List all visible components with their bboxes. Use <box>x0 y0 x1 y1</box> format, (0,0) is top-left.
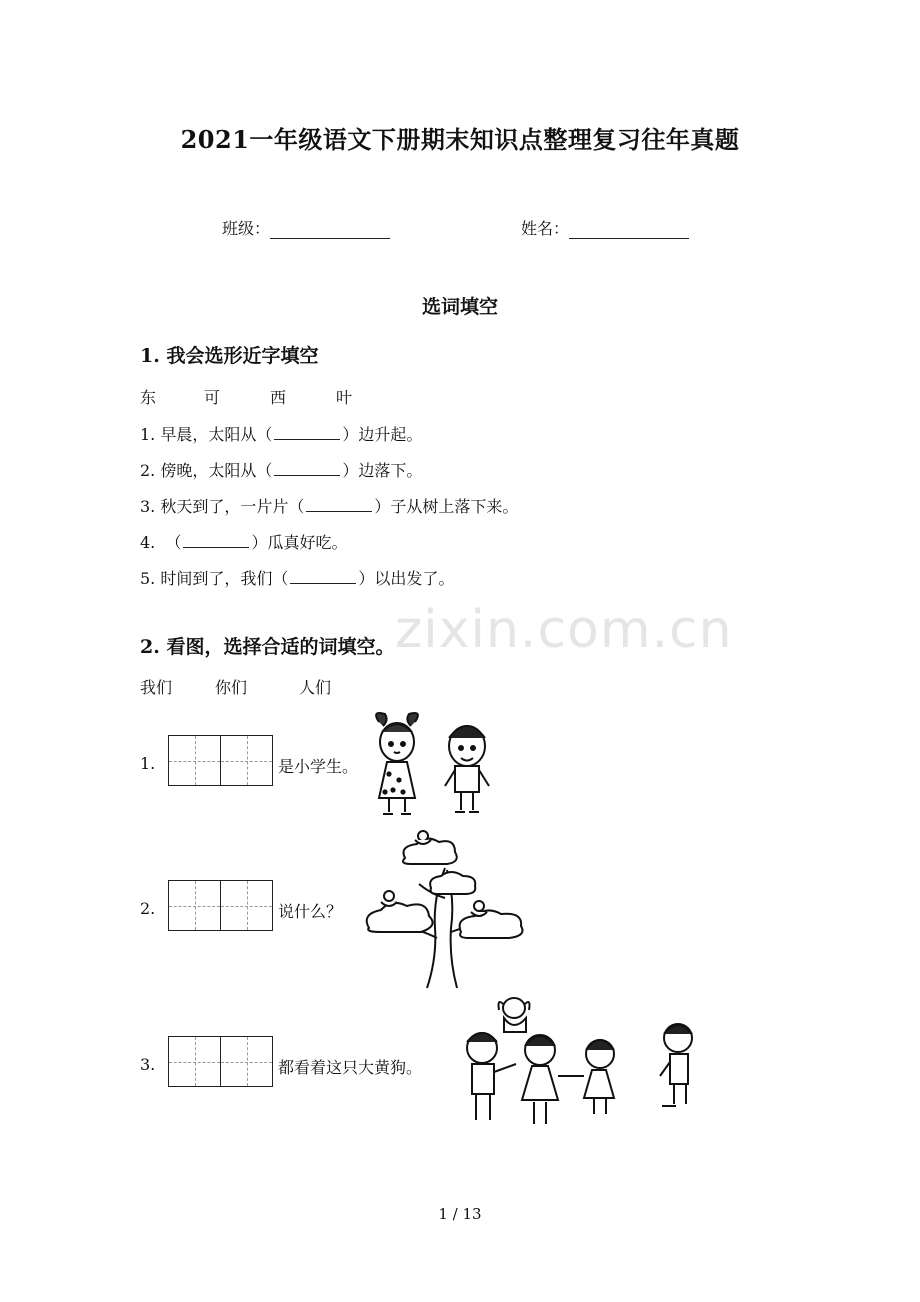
answer-blank[interactable] <box>290 569 356 584</box>
page-number: 1 / 13 <box>438 1205 482 1223</box>
answer-blank[interactable] <box>183 533 249 548</box>
answer-blank[interactable] <box>306 497 372 512</box>
q2-item-number: 3. <box>140 1055 156 1074</box>
section-title: 选词填空 <box>421 296 498 318</box>
item-text: ）瓜真好吃。 <box>251 533 348 552</box>
word-option: 我们 <box>140 678 173 697</box>
name-blank[interactable] <box>569 220 689 239</box>
item-number: 1. <box>140 425 156 444</box>
word-option: 西 <box>270 388 287 407</box>
class-blank[interactable] <box>270 220 390 239</box>
item-text: 傍晚，太阳从（ <box>160 461 273 480</box>
item-text: ）子从树上落下来。 <box>374 497 519 516</box>
children-illustration <box>365 708 505 820</box>
item-number: 4. <box>140 533 156 552</box>
answer-blank[interactable] <box>274 461 340 476</box>
word-option: 你们 <box>215 678 248 697</box>
item-text: ）边落下。 <box>342 461 423 480</box>
word-option: 人们 <box>299 678 332 697</box>
word-option: 叶 <box>336 388 353 407</box>
q1-item <box>140 422 422 445</box>
class-label: 班级： <box>222 219 271 238</box>
q2-item-number: 1. <box>140 754 156 773</box>
item-text: 早晨，太阳从（ <box>160 425 273 444</box>
q2-item-number: 2. <box>140 899 156 918</box>
class-field <box>222 216 390 239</box>
q1-heading: 1. 我会选形近字填空 <box>140 345 319 367</box>
q1-item <box>140 566 454 589</box>
watermark: zixin.com.cn <box>395 600 733 660</box>
writing-grid[interactable] <box>168 1036 273 1087</box>
answer-blank[interactable] <box>274 425 340 440</box>
q2-word-bank <box>140 675 331 698</box>
q2-item-text: 都看着这只大黄狗。 <box>278 1058 423 1077</box>
q2-item-text: 说什么？ <box>278 902 343 921</box>
word-option: 可 <box>204 388 221 407</box>
q2-heading: 2. 看图，选择合适的词填空。 <box>140 636 395 658</box>
item-text: 秋天到了，一片片（ <box>160 497 305 516</box>
q1-word-bank <box>140 385 352 408</box>
q1-item <box>140 494 518 517</box>
q2-item-text: 是小学生。 <box>278 757 359 776</box>
item-number: 2. <box>140 461 156 480</box>
tree-birds-illustration <box>365 828 530 988</box>
item-text: ）边升起。 <box>342 425 423 444</box>
item-text: （ <box>165 533 182 552</box>
item-text: 时间到了，我们（ <box>160 569 289 588</box>
item-number: 5. <box>140 569 156 588</box>
writing-grid[interactable] <box>168 880 273 931</box>
item-number: 3. <box>140 497 156 516</box>
page-title: 2021一年级语文下册期末知识点整理复习往年真题 <box>180 125 740 154</box>
item-text: ）以出发了。 <box>358 569 455 588</box>
name-label: 姓名： <box>521 219 570 238</box>
children-dog-illustration <box>440 992 700 1132</box>
q1-item <box>140 530 347 553</box>
word-option: 东 <box>140 388 157 407</box>
writing-grid[interactable] <box>168 735 273 786</box>
name-field <box>521 216 689 239</box>
q1-item <box>140 458 422 481</box>
